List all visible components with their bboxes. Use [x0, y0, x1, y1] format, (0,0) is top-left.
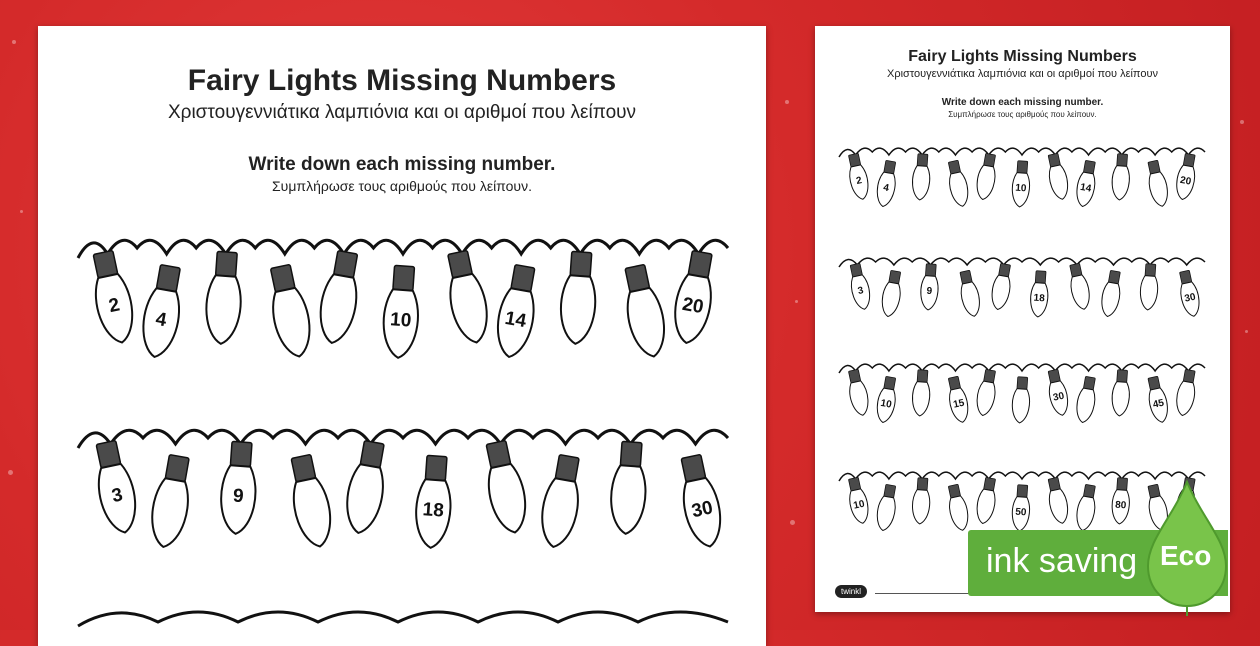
fairy-light-bulb [1045, 368, 1071, 417]
fairy-light-bulb [874, 376, 899, 424]
instruction-subtext: Συμπλήρωσε τους αριθμούς που λείπουν. [948, 110, 1097, 119]
sparkle [12, 40, 16, 44]
bulb-socket [1108, 270, 1120, 284]
fairy-light-bulb [86, 249, 138, 346]
fairy-light-bulb [911, 477, 931, 524]
bulb-socket [156, 265, 180, 292]
bulb-number: 10 [879, 397, 893, 411]
fairy-light-bulb [945, 483, 971, 532]
bulb-number: 3 [109, 484, 125, 508]
bulb-glass [1111, 381, 1130, 416]
ink-saving-label: ink saving [986, 542, 1138, 580]
bulb-glass [1047, 164, 1071, 201]
bulb-number: 30 [1052, 390, 1066, 404]
fairy-light-bulb [989, 263, 1014, 311]
light-wire [839, 148, 1205, 157]
fairy-light-bulb [558, 251, 598, 345]
bulb-number: 10 [852, 498, 866, 512]
twinkl-logo: twinkl [835, 585, 867, 598]
bulb-socket [216, 251, 238, 276]
bulb-socket [393, 265, 415, 290]
bulb-number: 4 [153, 308, 169, 332]
fairy-light-bulb [1045, 152, 1071, 201]
bulb-glass [1147, 171, 1171, 208]
sparkle [785, 100, 789, 104]
bulb-number: 20 [680, 293, 706, 319]
bulb-glass [623, 286, 670, 360]
bulb-glass [1099, 282, 1122, 318]
bulb-glass [989, 275, 1012, 311]
bulb-number: 14 [1079, 181, 1093, 195]
bulb-number: 10 [389, 309, 413, 332]
bulb-socket [165, 455, 189, 482]
bulb-socket [984, 153, 996, 167]
fairy-light-bulb [381, 265, 421, 359]
bulb-socket [1017, 161, 1028, 174]
bulb-socket [917, 478, 928, 491]
bulb-glass [289, 476, 336, 550]
bulb-glass [911, 165, 930, 200]
sparkle [8, 470, 13, 475]
fairy-light-bulb [1176, 269, 1202, 318]
fairy-light-bulb [342, 439, 392, 536]
fairy-light-bulb [1111, 369, 1131, 416]
bulb-socket [360, 441, 384, 468]
worksheet-title: Fairy Lights Missing Numbers [908, 48, 1137, 65]
fairy-light-bulb [609, 441, 649, 535]
fairy-light-bulb [945, 159, 971, 208]
bulb-glass [1174, 381, 1197, 417]
bulb-socket [1183, 153, 1195, 167]
sparkle [20, 210, 23, 213]
bulb-number: 9 [232, 485, 245, 508]
bulb-number: 50 [1014, 506, 1027, 519]
bulb-socket [1183, 369, 1195, 383]
fairy-light-bulb [1139, 263, 1159, 310]
bulb-socket [884, 484, 896, 498]
light-wire [78, 612, 728, 626]
bulb-socket [570, 251, 592, 276]
fairy-light-bulb [618, 263, 670, 360]
bulb-glass [1047, 488, 1071, 525]
bulb-socket [620, 441, 642, 466]
bulb-glass [879, 282, 902, 318]
bulb-glass [1074, 388, 1097, 424]
worksheet-subtitle: Χριστουγεννιάτικα λαμπιόνια και οι αριθμοί που λείπουν [887, 68, 1158, 80]
bulb-glass [911, 489, 930, 524]
bulb-glass [609, 465, 648, 535]
bulb-socket [1117, 370, 1128, 383]
fairy-light-bulb [89, 439, 141, 536]
bulb-number: 30 [689, 497, 715, 523]
sparkle [1245, 330, 1248, 333]
light-wire [839, 364, 1205, 373]
fairy-light-bulb [974, 477, 999, 525]
fairy-light-bulb [974, 153, 999, 201]
sparkle [1240, 120, 1244, 124]
fairy-light-bulb [537, 453, 587, 550]
fairy-light-bulb [414, 455, 454, 549]
fairy-light-bulb [874, 160, 899, 208]
bulb-glass [342, 463, 387, 536]
instruction-subtext: Συμπλήρωσε τους αριθμούς που λείπουν. [272, 178, 532, 194]
bulb-socket [884, 376, 896, 390]
fairy-light-bulb [264, 263, 316, 360]
bulb-socket [511, 265, 535, 292]
bulb-socket [1017, 485, 1028, 498]
bulb-number: 14 [503, 307, 528, 333]
fairy-light-bulb [1074, 484, 1099, 532]
bulb-socket [555, 455, 579, 482]
bulb-socket [984, 477, 996, 491]
bulb-number: 18 [1033, 292, 1046, 305]
worksheet-subtitle: Χριστουγεννιάτικα λαμπιόνια και οι αριθμοί που λείπουν [167, 102, 637, 123]
fairy-light-bulb [670, 249, 720, 346]
fairy-light-bulb [974, 369, 999, 417]
fairy-light-bulb [879, 270, 904, 318]
fairy-light-bulb [441, 249, 493, 346]
bulb-glass [484, 462, 531, 536]
bulb-glass [947, 171, 971, 208]
bulb-glass [959, 281, 983, 318]
bulb-glass [974, 165, 997, 201]
bulb-glass [848, 380, 872, 417]
bulb-socket [688, 251, 712, 278]
fairy-light-bulb [147, 453, 197, 550]
bulb-socket [1035, 271, 1046, 284]
bulb-socket [884, 160, 896, 174]
fairy-light-bulb [1074, 160, 1099, 208]
bulb-socket [889, 270, 901, 284]
bulb-glass [558, 275, 597, 345]
fairy-light-bulb [1174, 153, 1199, 201]
fairy-light-bulb [1111, 477, 1131, 524]
bulb-glass [1074, 496, 1097, 532]
bulb-number: 2 [106, 294, 122, 318]
fairy-light-bulb [845, 368, 871, 417]
fairy-light-bulb [945, 375, 971, 424]
bulb-number: 3 [856, 285, 865, 298]
bulb-socket [1083, 376, 1095, 390]
bulb-glass [537, 477, 582, 550]
bulb-socket [1017, 377, 1028, 390]
fairy-light-bulb [920, 263, 940, 310]
bulb-glass [269, 286, 316, 360]
fairy-light-bulb [138, 263, 188, 360]
fairy-light-bulb [492, 263, 542, 360]
bulb-socket [984, 369, 996, 383]
bulb-glass [974, 489, 997, 525]
sparkle [795, 300, 798, 303]
bulb-socket [334, 251, 358, 278]
fairy-light-bulb [874, 484, 899, 532]
bulb-glass [1069, 274, 1093, 311]
fairy-light-bulb [911, 153, 931, 200]
bulb-glass [1111, 165, 1130, 200]
fairy-light-bulb [845, 152, 871, 201]
sparkle [790, 520, 795, 525]
fairy-light-bulb [845, 476, 871, 525]
fairy-light-bulb [674, 453, 726, 550]
bulb-number: 18 [421, 499, 445, 522]
bulb-number: 9 [926, 285, 933, 298]
fairy-light-bulb [1011, 160, 1031, 207]
bulb-glass [446, 272, 493, 346]
bulb-socket [917, 370, 928, 383]
fairy-light-bulb [219, 441, 259, 535]
instruction-text: Write down each missing number. [941, 97, 1104, 108]
bulb-number: 45 [1151, 397, 1166, 411]
bulb-number: 10 [1014, 182, 1027, 195]
fairy-light-bulb [1144, 375, 1170, 424]
fairy-light-bulb [1029, 270, 1049, 317]
bulb-socket [1117, 154, 1128, 167]
bulb-glass [147, 477, 192, 550]
bulb-glass [911, 381, 930, 416]
eco-label: Eco [1160, 540, 1212, 571]
bulb-socket [999, 263, 1011, 277]
fairy-lights-area [38, 26, 766, 630]
bulb-glass [974, 381, 997, 417]
fairy-light-bulb [479, 439, 531, 536]
fairy-light-bulb [911, 369, 931, 416]
fairy-light-bulb [1174, 369, 1199, 417]
fairy-light-bulb [1074, 376, 1099, 424]
bulb-number: 2 [855, 175, 863, 188]
fairy-light-bulb [1099, 270, 1124, 318]
bulb-socket [1083, 484, 1095, 498]
fairy-light-bulb [204, 251, 244, 345]
instruction-text: Write down each missing number. [248, 154, 556, 175]
fairy-light-bulb [315, 249, 365, 346]
bulb-socket [425, 455, 447, 480]
fairy-light-bulb [847, 262, 873, 311]
fairy-light-bulb [1045, 476, 1071, 525]
bulb-socket [917, 154, 928, 167]
bulb-glass [874, 496, 897, 532]
bulb-glass [1139, 275, 1158, 310]
light-wire [78, 240, 728, 258]
bulb-number: 20 [1179, 174, 1192, 188]
bulb-number: 15 [952, 397, 966, 411]
bulb-glass [315, 273, 360, 346]
worksheet-title: Fairy Lights Missing Numbers [187, 64, 617, 97]
fairy-light-bulb [1066, 262, 1092, 311]
fairy-light-bulb [1111, 153, 1131, 200]
bulb-socket [230, 441, 252, 466]
bulb-number: 4 [882, 182, 890, 195]
fairy-light-bulb [1144, 159, 1170, 208]
bulb-glass [204, 275, 243, 345]
bulb-socket [1117, 478, 1128, 491]
fairy-light-bulb [1011, 376, 1031, 423]
bulb-glass [1011, 388, 1030, 423]
bulb-number: 80 [1114, 499, 1127, 512]
bulb-glass [947, 495, 971, 532]
bulb-socket [1145, 264, 1156, 277]
bulb-number: 30 [1183, 291, 1197, 305]
fairy-light-bulb [284, 453, 336, 550]
bulb-socket [925, 264, 936, 277]
worksheet-large [38, 26, 766, 646]
fairy-light-bulb [956, 269, 982, 318]
bulb-socket [1083, 160, 1095, 174]
fairy-light-bulb [1011, 484, 1031, 531]
